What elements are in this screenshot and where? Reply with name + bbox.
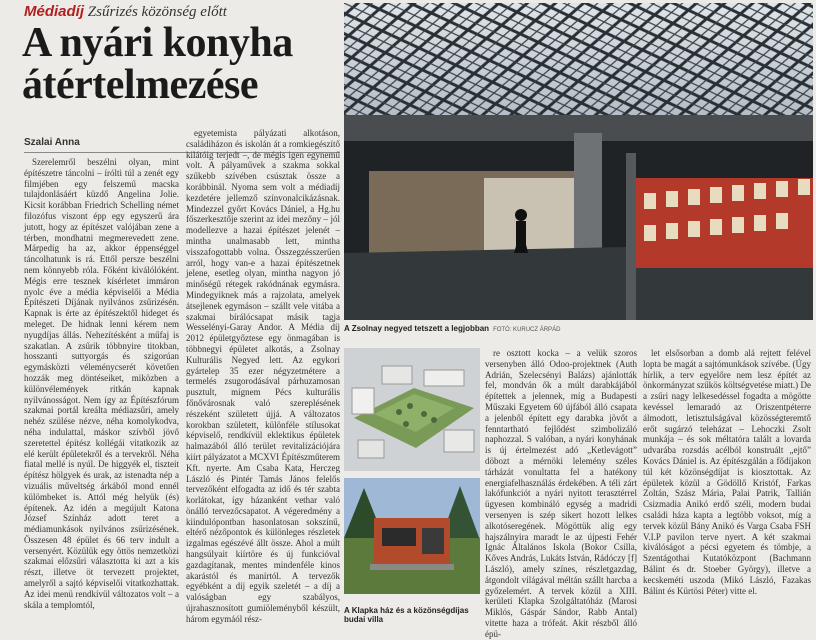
bottom-photo-caption: A Klapka ház és a közönségdíjas budai villa — [344, 606, 469, 624]
column-1-text: Szerelemről beszélni olyan, mint építészetre táncolni – írólti túl a zenét egy filmjében egy felszemű macska tulajdonlásáért küzdő Angelina Jolie. Kicsit korábban Friedrich Schelling német filozófus viszont épp egy egyszerű ára jutott, hogy az építészet valójában zene a térben, mondhatni megmerevedett zene. Márpedig ha az, akkor éppenséggel táncolhatunk is rá. Ettől persze beszélni nem könnyebb róla. Főként kiválólóként. Mégis erre tesznek kísérletet immáron nyolc éve a média képviselői a Média Építészeti Díjának nyilvános zsűrizésén. Kapnak is érte az építészektől hideget és meleget. De hidnak lenni kérem nem nyugdíjas állás. Nehezítésként a műfaj is szakatlan. A zsűrik többnyire titokban, hosszanti suttyorgás és szigorúan egymásközti véleménycserét követően hozzák meg döntéseiket, miközben a különvélemények ritkán kapnak nyilvánosságot. Nem így az Építészfórum szakmai portál kreálta médiazsűri, amely nehéz szülése nézve, néha komolykodva, néha indulattal, máskor szívből jövő szeretettel építész kollégái vitatkozik az elé került épületekről és a tervekről. Néha fiatal mellé is nyúl. De higgyék el, tiszteit építész hölgyek és urak, az istenadta nép a vizuális műveltség árkából mond ennél külömbeket is. Attól még helyük (és) építenek. Az idén a megújult Katona József Színház adott teret a médiamunkások nyilvános zsűrizésének. Összesen 48 épület és 66 terv indult a versenyért. Közülük egy öttös nemzetközi szakmai előzsűri választotta ki azt a kis részt, illetve öt tervezett projektet, amelyről a sajtó képviselői vitatkozhattak. Az idei menü rendkívül változatos volt – a skála a templomtól, — [24, 157, 179, 610]
kicker-subtitle: Zsűrizés közönség előtt — [87, 4, 227, 20]
rubric-label: Médiadíj — [24, 3, 85, 20]
column-2-text: egyetemista pályázati alkotáson, családiházon és iskolán át a romkiegészítő kilátóig terjedt –, de mégis igen egynemű volt. A pályaművek a szakma sokkal szűkebb szívében csúsztak össze a korábbinál. Nyoma sem volt a médiadíj kezdetére jellemző színvonalcikázásnak. Mindezzel győrt Kovács Dániel, a Hg.hu főszerkesztője szerint az idei mezőny – jól modellezve a hazai építészet jelenét – mintha unalmasabb lett, mintha visszafogottabb volna. Összegzésszerűen arról, hogy van-e a hazai építészetnek jelene, esetleg olyan, mintha nagyon jó minőségű rétegek rakódnának egymásra. Mindegyiknek más a rajzolata, amelyek átsejlenek egymáson – szállt vele vitába a szakmai bírálócsapat másik tagja Wesselényi-Garay Andor. A Média díj 2012 épületgyőztese egy önmagában is többnegyi épületet alkotás, a Zsolnay Kulturális Negyed lett. Az egykori gyártelep 35 ezer négyzetmétere a termelés zsugorodásával párhuzamosan pusztult, mígnem Pécs kulturális főnővárosnak való szereplésének részeként született újjá. A változatos korokban született, különféle stílusokat képviselő, rendkívül eklektikus épületek halmazából álló terület revitalizációjára kiírt pályázatot a MCXVI Építészműterem Kft. nyerte. Am Csaba Kata, Herczeg László és Pintér Tamás János felelős tervezőként elfogadta az idő és tér szabta korlátokat, így házanként vethar való önálló tervezőcsapatot. A végeredmény a kiindulópontban hasonlatosan sokszínű, eltérő nézőpontok és különleges részletek izgalmas egészévé állt össze. Ahol a múlt hangsúlyait kiírtöre és új funkcióval gazdagítanak, mentes mindenféle kinos akarástól és manírtól. A tervezők egyébként a díj egyik szeletét – a díj a valóságban egy szabályos, újrahasznosított gumiöleményből készült, három egymáól rész- — [186, 128, 340, 624]
headline: A nyári konyha átértelmezése — [22, 20, 293, 108]
zsolnay-photo — [344, 3, 813, 320]
main-caption-text: A Zsolnay negyed tetszett a legjobban — [344, 324, 490, 333]
budai-villa-photo — [344, 478, 480, 594]
article-column-1 — [24, 157, 179, 631]
article-column-4 — [643, 348, 811, 631]
main-photo-caption — [344, 324, 560, 333]
byline: Szalai Anna — [24, 137, 80, 148]
column-4-text: let elsősorban a domb alá rejtett felével lopta be magát a sajtómunkások szívébe. (Úgy hírlik, a terv egyelőre nem lesz építét az önkormányzat szűkös költségvetése miatt.) De a zsűri nagy lelkesedéssel fogadta a mögötte kevéssel lemaradó az Oriszentpéterre álmodott, letisztulságával közösségteremtő erőt sugárzó teleházat – Lehoczki Zsolt munkája – és sok méltatóra talált a lovarda udvarába rozsdás acélból konstruált „ejtő” Kovács Dániel is. Az építészgálán a fődíjakon túl két közönségdíjat is kiosztottak. Az épületek közül a Gödöllő Kristóf, Farkas Zoltán, Szász Mária, Palai Patrik, Tallián Csizmadia Anikó erdő széli, modern budai családi háza kapta a legtöbb voksot, míg a tervek közül Bány Anikó és Varga Csaba FSH V.I.P pavilon terve nyert. A két szakmai kiválóságot a pécsi egyetem és tömbje, a Szentágothai Kutatóközpont (Bachmann Bálint és dr. Stoeber György), illetve a kecskeméti uszoda (Mikó László, Fazakas Bálint és Kürtösi Péter) vitte el. — [643, 348, 811, 596]
kicker — [24, 3, 227, 21]
klapka-aerial-photo — [344, 348, 480, 471]
article-column-2 — [186, 128, 340, 631]
column-3-text: re osztott kocka – a velük szoros versenyben álló Odoo-projektnek (Auth Adrián, Szelecsényi Balázs) ajánlották fel, mondván ők a múlt darabkájából építettek a jelennek, míg a Budapesti Műszaki Egyetem 60 újfából álló csapata a jelenből épített egy darabka jövőt a fenntartható fejlődést szimbolizáló naphozzal. S valóban, a nyári konyhának is új értelmezést adó „Ketlevágott” döbozt a mérnöki lelemény széles tárházát vonultatta fel a hatékony energiafelhasználás érdekében. A téli zárt lakófunkciót a nyári nyitott terasztérrel ügyesen kombináló egység a madridi versenyen is szép sikert hozott lelkes alkotóseregének. Mögöttük alig egy hajszálnyira maradt le az újpesti Fehér Ignác Általános Iskola (Bokor Csilla, Kőves András, Lukáts István, Rádóczy [f] László), amely színes, részletgazdag, átgondolt világával méltán szállt harcba a győzelemért. A tervek közül a XIII. kerületi Klapka Szolgáltatóház (Marosi Miklós, Gáspár Sándor, Rabb Antal) vitette haza a trófeát. Akit részből álló épü- — [485, 348, 637, 639]
photo-credit: FOTÓ: KURUCZ ÁRPÁD — [493, 327, 561, 333]
article-column-3 — [485, 348, 637, 639]
